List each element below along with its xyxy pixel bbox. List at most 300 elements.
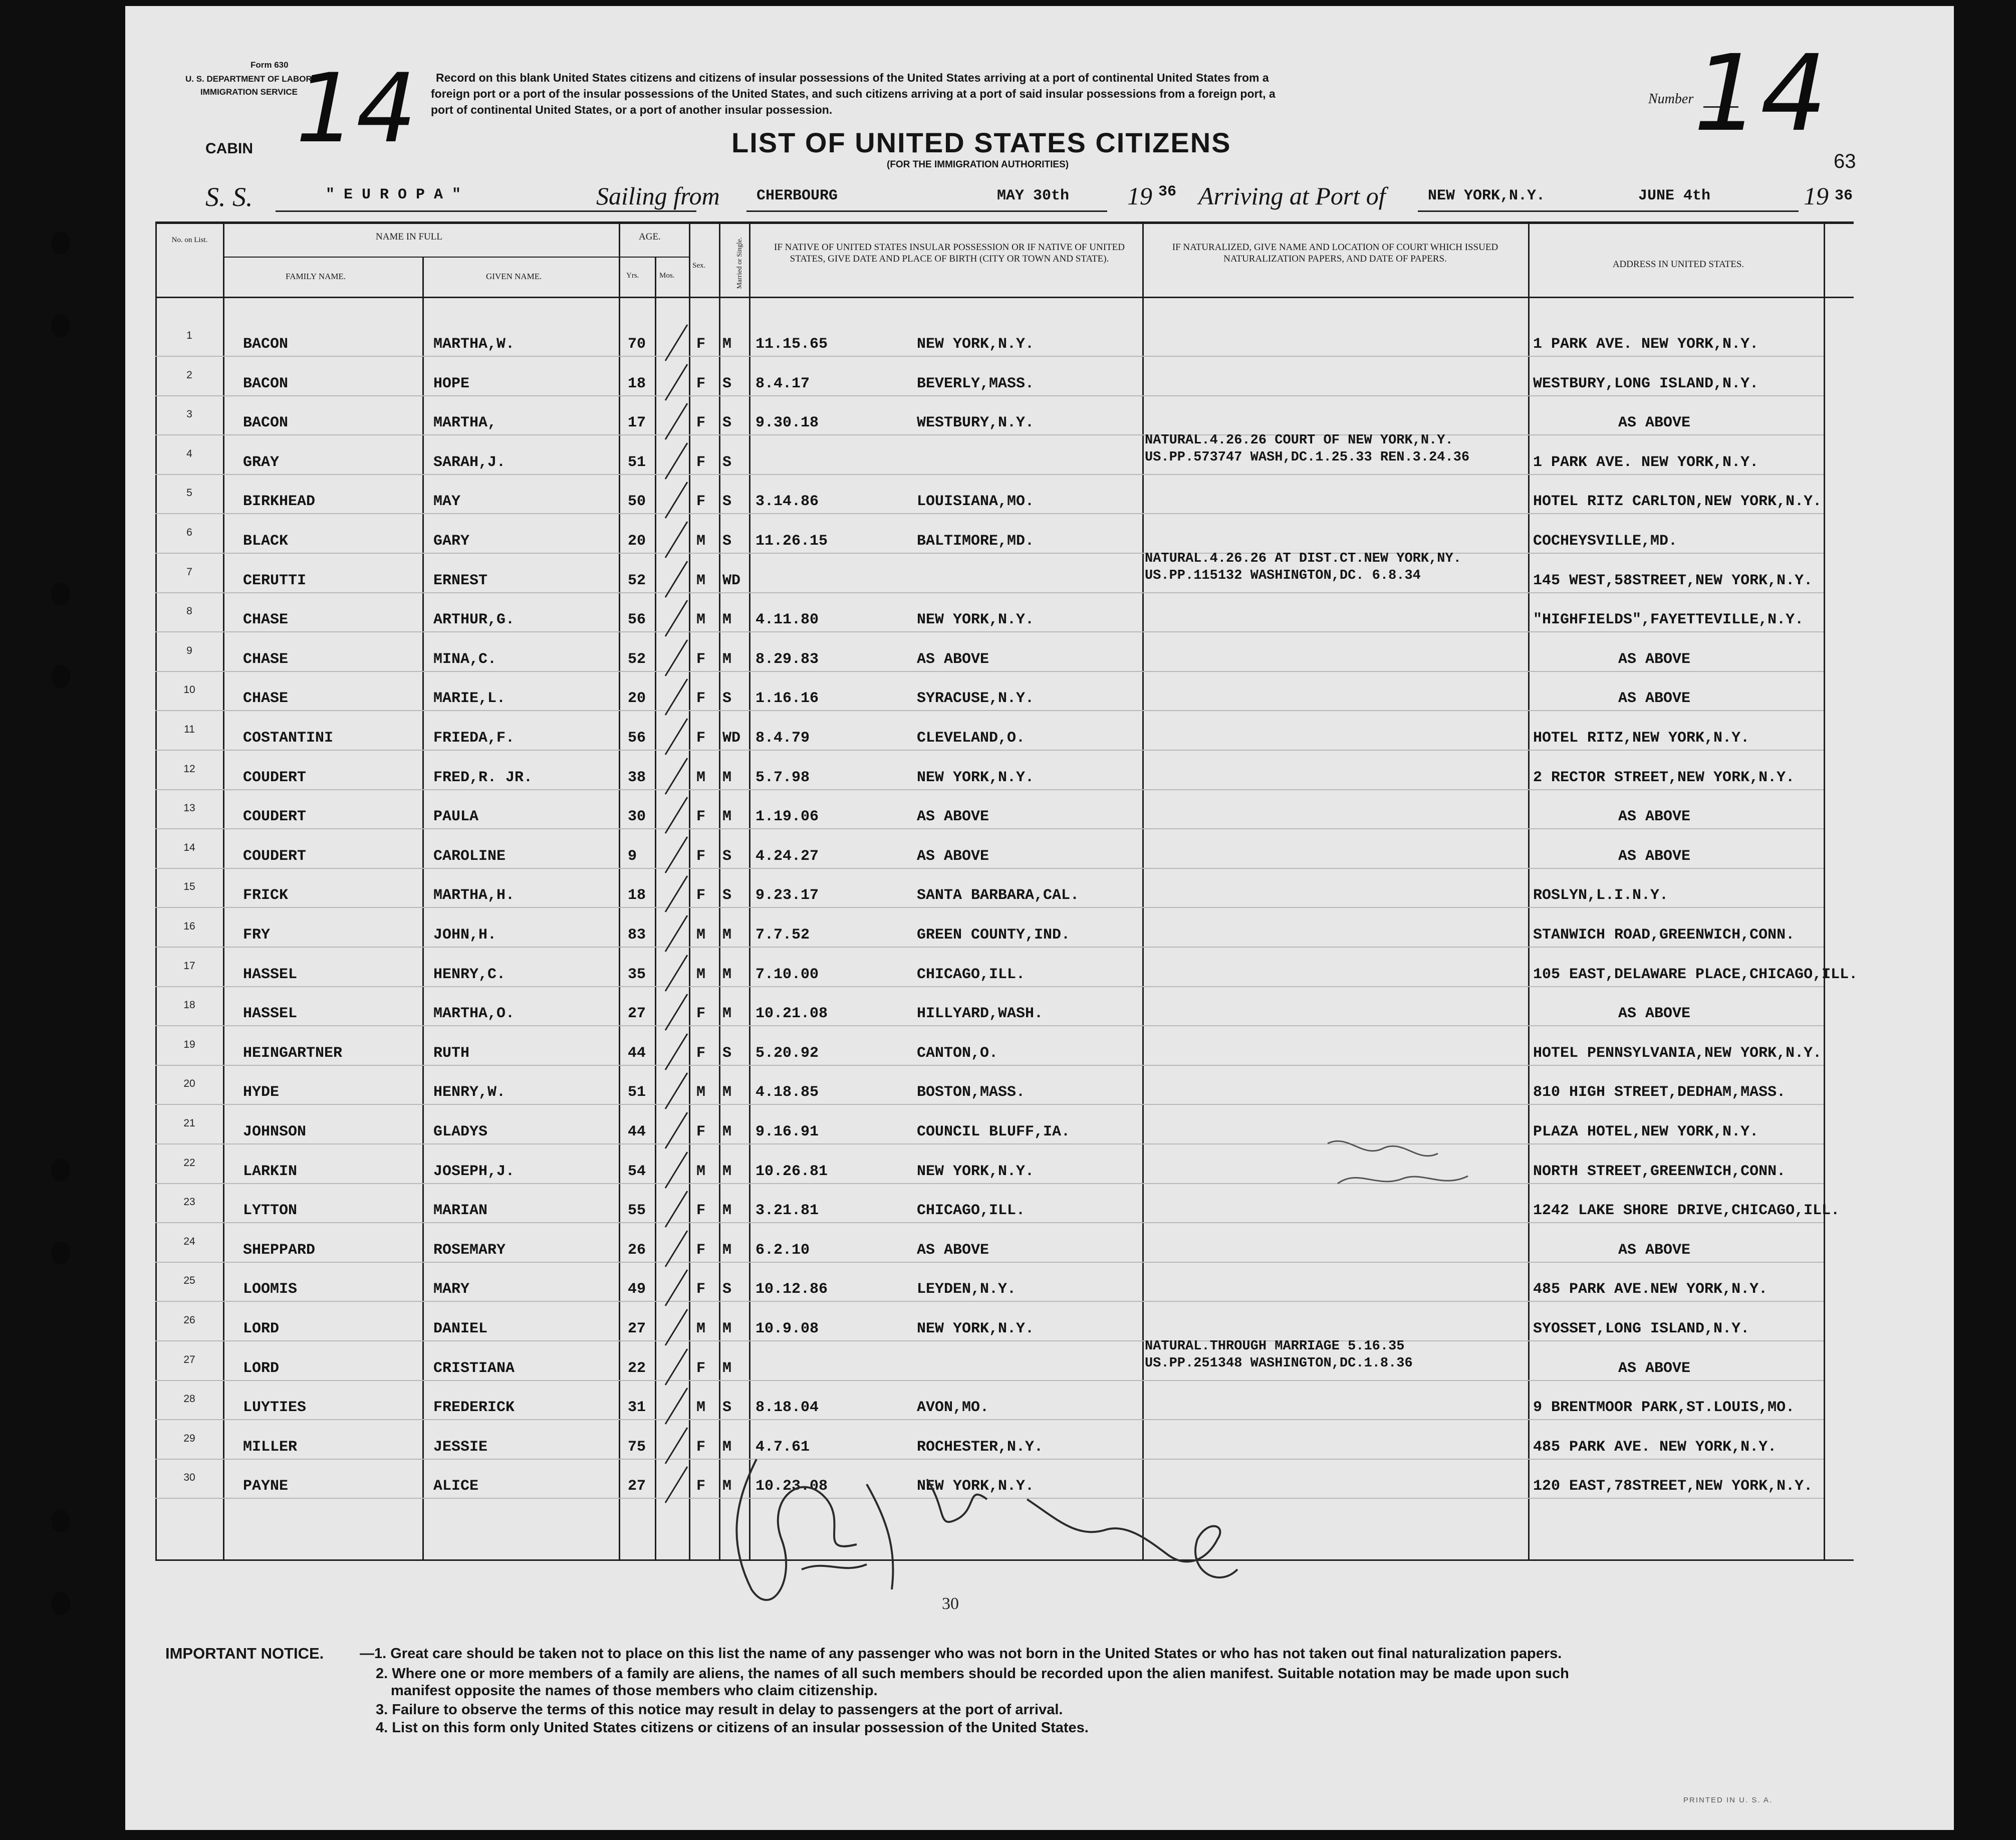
age-cell: 70	[628, 336, 646, 353]
naturalization-papers-cell: US.PP.251348 WASHINGTON,DC.1.8.36	[1145, 1355, 1413, 1371]
check-mark	[661, 990, 691, 1035]
address-cell: HOTEL PENNSYLVANIA,NEW YORK,N.Y.	[1533, 1044, 1822, 1062]
age-cell: 35	[628, 966, 646, 983]
row-rule	[155, 710, 1824, 711]
to-port-underline	[1418, 210, 1799, 212]
address-cell: AS ABOVE	[1618, 1241, 1691, 1259]
sex-cell: F	[696, 1005, 706, 1023]
row-number: 20	[183, 1078, 195, 1090]
sex-cell: M	[696, 769, 706, 786]
given-name-cell: MARIAN	[433, 1202, 488, 1220]
punch-hole	[51, 1509, 70, 1532]
to-year-prefix: 19	[1804, 182, 1829, 210]
given-name-cell: DANIEL	[433, 1320, 488, 1337]
address-cell: 145 WEST,58STREET,NEW YORK,N.Y.	[1533, 572, 1813, 589]
notice-item-1: —1. Great care should be taken not to place on this list the name of any passenger who was not born in the United States or who has not taken out final naturalization papers.	[360, 1646, 1562, 1662]
address-cell: WESTBURY,LONG ISLAND,N.Y.	[1533, 375, 1759, 392]
birth-date-cell: 11.26.15	[755, 533, 828, 550]
birth-place-cell: NEW YORK,N.Y.	[917, 1478, 1035, 1495]
number-handwritten: 14	[1693, 32, 1828, 155]
birth-date-cell: 8.18.04	[755, 1399, 819, 1417]
row-rule	[155, 356, 1824, 357]
family-name-cell: HASSEL	[243, 966, 298, 983]
given-name-cell: GLADYS	[433, 1123, 488, 1140]
header-address: ADDRESS IN UNITED STATES.	[1612, 259, 1744, 270]
sex-cell: M	[696, 572, 706, 589]
sex-cell: F	[696, 690, 706, 708]
birth-date-cell: 10.9.08	[755, 1320, 819, 1337]
age-cell: 27	[628, 1320, 646, 1337]
col-line	[223, 221, 224, 1559]
given-name-cell: RUTH	[433, 1044, 470, 1062]
check-mark	[661, 1305, 691, 1350]
inspector-signature	[676, 1439, 1328, 1630]
marital-status-cell: S	[722, 887, 732, 904]
row-rule	[155, 631, 1824, 632]
from-year: 36	[1158, 183, 1177, 200]
row-rule	[155, 434, 1824, 435]
row-number: 6	[186, 527, 192, 538]
age-cell: 18	[628, 375, 646, 392]
notice-heading: IMPORTANT NOTICE.	[165, 1645, 324, 1662]
birth-place-cell: BALTIMORE,MD.	[917, 533, 1035, 550]
address-cell: 485 PARK AVE.NEW YORK,N.Y.	[1533, 1281, 1768, 1298]
to-port: NEW YORK,N.Y.	[1428, 187, 1546, 204]
punch-hole	[51, 665, 70, 688]
address-cell: 105 EAST,DELAWARE PLACE,CHICAGO,ILL.	[1533, 966, 1858, 983]
check-mark	[661, 1266, 691, 1311]
marital-status-cell: M	[722, 1478, 732, 1495]
row-number: 28	[183, 1393, 195, 1405]
marital-status-cell: M	[722, 1438, 732, 1456]
age-cell: 20	[628, 533, 646, 550]
family-name-cell: FRY	[243, 927, 271, 944]
row-number: 22	[183, 1157, 195, 1169]
header-given-name: GIVEN NAME.	[486, 272, 542, 281]
birth-place-cell: AS ABOVE	[917, 847, 989, 865]
row-rule	[155, 1380, 1824, 1381]
given-name-cell: JOHN,H.	[433, 927, 497, 944]
table-header-bottom	[155, 297, 1854, 298]
check-mark	[661, 1148, 691, 1193]
address-cell: AS ABOVE	[1618, 690, 1691, 708]
age-cell: 38	[628, 769, 646, 786]
cabin-label: CABIN	[205, 140, 253, 157]
col-line	[1142, 221, 1144, 1559]
marital-status-cell: M	[722, 1320, 732, 1337]
age-cell: 26	[628, 1241, 646, 1259]
address-cell: HOTEL RITZ,NEW YORK,N.Y.	[1533, 730, 1750, 747]
birth-date-cell: 9.23.17	[755, 887, 819, 904]
row-rule	[155, 1183, 1824, 1184]
sex-cell: M	[696, 966, 706, 983]
given-name-cell: SARAH,J.	[433, 453, 506, 471]
row-rule	[155, 828, 1824, 829]
row-number: 11	[184, 724, 195, 735]
check-mark	[661, 1069, 691, 1114]
check-mark	[661, 675, 691, 720]
address-cell: 810 HIGH STREET,DEDHAM,MASS.	[1533, 1084, 1786, 1101]
birth-date-cell: 5.20.92	[755, 1044, 819, 1062]
birth-date-cell: 11.15.65	[755, 336, 828, 353]
marital-status-cell: M	[722, 611, 732, 629]
header-birth: IF NATIVE OF UNITED STATES INSULAR POSSESSION OR IF NATIVE OF UNITED STATES, GIVE DATE AND PLACE OF BIRTH (CITY OR TOWN AND STATE).	[774, 242, 1125, 264]
col-line	[1528, 221, 1530, 1559]
sex-cell: F	[696, 847, 706, 865]
given-name-cell: MARTHA,W.	[433, 336, 515, 353]
sex-cell: F	[696, 493, 706, 511]
given-name-cell: PAULA	[433, 808, 479, 826]
age-cell: 27	[628, 1478, 646, 1495]
check-mark	[661, 478, 691, 523]
given-name-cell: MARTHA,H.	[433, 887, 515, 904]
row-number: 14	[183, 841, 195, 853]
family-name-cell: LUYTIES	[243, 1399, 307, 1417]
family-name-cell: BIRKHEAD	[243, 493, 316, 511]
header-age: AGE.	[639, 232, 661, 242]
age-cell: 54	[628, 1163, 646, 1180]
address-cell: AS ABOVE	[1618, 650, 1691, 668]
address-cell: SYOSSET,LONG ISLAND,N.Y.	[1533, 1320, 1750, 1337]
table-top-border	[155, 221, 1854, 224]
sex-cell: F	[696, 1438, 706, 1456]
address-cell: AS ABOVE	[1618, 1005, 1691, 1023]
check-mark	[661, 557, 691, 602]
family-name-cell: LYTTON	[243, 1202, 298, 1220]
header-no-on-list: No. on List.	[171, 236, 208, 244]
family-name-cell: BLACK	[243, 533, 289, 550]
birth-place-cell: LOUISIANA,MO.	[917, 493, 1035, 511]
row-number: 12	[183, 763, 195, 775]
birth-place-cell: AVON,MO.	[917, 1399, 989, 1417]
family-name-cell: CHASE	[243, 650, 289, 668]
ship-underline	[276, 210, 696, 212]
family-name-cell: HYDE	[243, 1084, 280, 1101]
family-name-cell: COSTANTINI	[243, 730, 334, 747]
marital-status-cell: WD	[722, 572, 741, 589]
row-number: 16	[183, 921, 195, 932]
family-name-cell: CHASE	[243, 611, 289, 629]
sex-cell: M	[696, 927, 706, 944]
address-cell: COCHEYSVILLE,MD.	[1533, 533, 1678, 550]
family-name-cell: LORD	[243, 1359, 280, 1377]
given-name-cell: FRIEDA,F.	[433, 730, 515, 747]
age-cell: 20	[628, 690, 646, 708]
birth-place-cell: NEW YORK,N.Y.	[917, 1320, 1035, 1337]
sex-cell: F	[696, 414, 706, 432]
marital-status-cell: M	[722, 808, 732, 826]
number-label: Number	[1648, 91, 1694, 107]
row-number: 1	[186, 330, 192, 341]
family-name-cell: LORD	[243, 1320, 280, 1337]
row-number: 7	[186, 566, 192, 578]
marital-status-cell: WD	[722, 730, 741, 747]
birth-date-cell: 4.18.85	[755, 1084, 819, 1101]
given-name-cell: FRED,R. JR.	[433, 769, 533, 786]
page-title: LIST OF UNITED STATES CITIZENS	[731, 127, 1231, 158]
sex-cell: F	[696, 1359, 706, 1377]
row-rule	[155, 907, 1824, 908]
given-name-cell: JESSIE	[433, 1438, 488, 1456]
given-name-cell: FREDERICK	[433, 1399, 515, 1417]
col-line	[155, 221, 157, 1559]
address-cell: AS ABOVE	[1618, 1359, 1691, 1377]
from-port: CHERBOURG	[757, 187, 838, 204]
family-name-cell: BACON	[243, 414, 289, 432]
address-cell: PLAZA HOTEL,NEW YORK,N.Y.	[1533, 1123, 1759, 1140]
header-family-name: FAMILY NAME.	[286, 272, 346, 281]
birth-date-cell: 1.16.16	[755, 690, 819, 708]
row-number: 17	[183, 960, 195, 972]
given-name-cell: MARY	[433, 1281, 470, 1298]
family-name-cell: PAYNE	[243, 1478, 289, 1495]
birth-place-cell: BOSTON,MASS.	[917, 1084, 1026, 1101]
birth-date-cell: 10.23.08	[755, 1478, 828, 1495]
family-name-cell: LARKIN	[243, 1163, 298, 1180]
from-port-underline	[746, 210, 1107, 212]
subheader-line	[619, 257, 689, 258]
address-cell: 2 RECTOR STREET,NEW YORK,N.Y.	[1533, 769, 1795, 786]
notice-item-2b: manifest opposite the names of those members who claim citizenship.	[391, 1683, 878, 1699]
row-rule	[155, 553, 1824, 554]
naturalization-cell: NATURAL.4.26.26 COURT OF NEW YORK,N.Y.	[1145, 432, 1453, 448]
marital-status-cell: M	[722, 1123, 732, 1140]
naturalization-cell: NATURAL.4.26.26 AT DIST.CT.NEW YORK,NY.	[1145, 551, 1461, 566]
row-rule	[155, 1262, 1824, 1263]
check-mark	[661, 1187, 691, 1232]
sex-cell: F	[696, 1044, 706, 1062]
birth-date-cell: 3.14.86	[755, 493, 819, 511]
cabin-handwritten-number: 14	[296, 53, 417, 164]
row-number: 29	[183, 1432, 195, 1444]
check-mark	[661, 1384, 691, 1429]
row-number: 18	[183, 999, 195, 1011]
birth-place-cell: NEW YORK,N.Y.	[917, 1163, 1035, 1180]
check-mark	[661, 596, 691, 641]
address-cell: 1 PARK AVE. NEW YORK,N.Y.	[1533, 453, 1759, 471]
given-name-cell: MAY	[433, 493, 461, 511]
birth-place-cell: AS ABOVE	[917, 1241, 989, 1259]
family-name-cell: SHEPPARD	[243, 1241, 316, 1259]
address-cell: STANWICH ROAD,GREENWICH,CONN.	[1533, 927, 1795, 944]
sailing-label: Sailing from	[596, 182, 720, 210]
family-name-cell: GRAY	[243, 453, 280, 471]
family-name-cell: LOOMIS	[243, 1281, 298, 1298]
row-rule	[155, 1301, 1824, 1302]
birth-date-cell: 10.12.86	[755, 1281, 828, 1298]
check-mark	[661, 1030, 691, 1075]
check-mark	[661, 872, 691, 917]
check-mark	[661, 715, 691, 760]
address-cell: AS ABOVE	[1618, 414, 1691, 432]
given-name-cell: MARTHA,	[433, 414, 497, 432]
check-mark	[661, 399, 691, 444]
check-mark	[661, 833, 691, 878]
sex-cell: F	[696, 336, 706, 353]
given-name-cell: CRISTIANA	[433, 1359, 515, 1377]
address-cell: "HIGHFIELDS",FAYETTEVILLE,N.Y.	[1533, 611, 1804, 629]
manifest-sheet	[125, 6, 1954, 1830]
row-number: 30	[183, 1472, 195, 1484]
birth-place-cell: AS ABOVE	[917, 808, 989, 826]
sex-cell: F	[696, 887, 706, 904]
age-cell: 44	[628, 1044, 646, 1062]
given-name-cell: ALICE	[433, 1478, 479, 1495]
age-cell: 56	[628, 730, 646, 747]
arriving-label: Arriving at Port of	[1198, 182, 1386, 210]
age-cell: 55	[628, 1202, 646, 1220]
check-mark	[661, 518, 691, 563]
age-cell: 30	[628, 808, 646, 826]
row-rule	[155, 1143, 1824, 1144]
birth-place-cell: CANTON,O.	[917, 1044, 998, 1062]
check-mark	[661, 1345, 691, 1390]
birth-date-cell: 9.16.91	[755, 1123, 819, 1140]
birth-place-cell: SANTA BARBARA,CAL.	[917, 887, 1080, 904]
birth-place-cell: NEW YORK,N.Y.	[917, 336, 1035, 353]
header-yrs: Yrs.	[626, 272, 639, 280]
header-naturalized: IF NATURALIZED, GIVE NAME AND LOCATION OF COURT WHICH ISSUED NATURALIZATION PAPERS, AND DATE OF PAPERS.	[1172, 242, 1498, 264]
age-cell: 22	[628, 1359, 646, 1377]
age-cell: 17	[628, 414, 646, 432]
check-mark	[661, 1227, 691, 1272]
sex-cell: F	[696, 1202, 706, 1220]
row-rule	[155, 789, 1824, 790]
sex-cell: M	[696, 533, 706, 550]
notice-item-2a: 2. Where one or more members of a family are aliens, the names of all such members should be recorded upon the alien manifest. Suitable notation may be made upon such	[376, 1666, 1569, 1682]
address-cell: AS ABOVE	[1618, 808, 1691, 826]
marital-status-cell: M	[722, 927, 732, 944]
check-mark	[661, 439, 691, 484]
naturalization-cell: NATURAL.THROUGH MARRIAGE 5.16.35	[1145, 1338, 1405, 1354]
naturalization-papers-cell: US.PP.115132 WASHINGTON,DC. 6.8.34	[1145, 568, 1421, 583]
birth-date-cell: 10.26.81	[755, 1163, 828, 1180]
check-mark	[661, 360, 691, 405]
row-number: 15	[183, 881, 195, 893]
family-name-cell: CHASE	[243, 690, 289, 708]
marital-status-cell: S	[722, 1399, 732, 1417]
birth-date-cell: 4.24.27	[755, 847, 819, 865]
birth-date-cell: 7.7.52	[755, 927, 810, 944]
to-date: JUNE 4th	[1638, 187, 1711, 204]
check-mark	[661, 636, 691, 681]
family-name-cell: COUDERT	[243, 808, 307, 826]
check-mark	[661, 911, 691, 957]
address-cell: 120 EAST,78STREET,NEW YORK,N.Y.	[1533, 1478, 1813, 1495]
row-rule	[155, 671, 1824, 672]
header-sex: Sex.	[692, 262, 706, 270]
age-cell: 44	[628, 1123, 646, 1140]
birth-date-cell: 6.2.10	[755, 1241, 810, 1259]
header-name-in-full: NAME IN FULL	[376, 232, 442, 242]
age-cell: 50	[628, 493, 646, 511]
punch-hole	[51, 1592, 70, 1615]
marital-status-cell: M	[722, 650, 732, 668]
age-cell: 52	[628, 572, 646, 589]
age-cell: 9	[628, 847, 637, 865]
row-rule	[155, 750, 1824, 751]
printed-in-usa: PRINTED IN U. S. A.	[1683, 1796, 1773, 1804]
birth-place-cell: LEYDEN,N.Y.	[917, 1281, 1017, 1298]
row-rule	[155, 1340, 1824, 1341]
age-cell: 52	[628, 650, 646, 668]
birth-date-cell: 9.30.18	[755, 414, 819, 432]
row-rule	[155, 395, 1824, 396]
sex-cell: F	[696, 650, 706, 668]
given-name-cell: GARY	[433, 533, 470, 550]
check-mark	[661, 321, 691, 366]
age-cell: 51	[628, 453, 646, 471]
family-name-cell: BACON	[243, 375, 289, 392]
row-number: 27	[183, 1353, 195, 1365]
marital-status-cell: S	[722, 690, 732, 708]
row-rule	[155, 947, 1824, 948]
punch-hole	[51, 582, 70, 605]
family-name-cell: HASSEL	[243, 1005, 298, 1023]
given-name-cell: ARTHUR,G.	[433, 611, 515, 629]
sex-cell: M	[696, 1399, 706, 1417]
header-mos: Mos.	[659, 272, 675, 280]
row-rule	[155, 474, 1824, 475]
birth-date-cell: 7.10.00	[755, 966, 819, 983]
given-name-cell: HOPE	[433, 375, 470, 392]
family-name-cell: COUDERT	[243, 847, 307, 865]
correction-scrawl	[1318, 1128, 1528, 1199]
birth-date-cell: 8.29.83	[755, 650, 819, 668]
birth-place-cell: CHICAGO,ILL.	[917, 966, 1026, 983]
col-line	[1824, 221, 1825, 1559]
birth-place-cell: COUNCIL BLUFF,IA.	[917, 1123, 1071, 1140]
address-cell: AS ABOVE	[1618, 847, 1691, 865]
birth-place-cell: HILLYARD,WASH.	[917, 1005, 1044, 1023]
sex-cell: F	[696, 375, 706, 392]
age-cell: 51	[628, 1084, 646, 1101]
notice-item-3: 3. Failure to observe the terms of this notice may result in delay to passengers at the port of arrival.	[376, 1702, 1063, 1718]
from-date: MAY 30th	[997, 187, 1070, 204]
marital-status-cell: M	[722, 1202, 732, 1220]
birth-date-cell: 4.11.80	[755, 611, 819, 629]
marital-status-cell: M	[722, 1005, 732, 1023]
row-number: 19	[183, 1038, 195, 1050]
birth-date-cell: 8.4.17	[755, 375, 810, 392]
punch-hole	[51, 232, 70, 255]
row-rule	[155, 592, 1824, 593]
sex-cell: M	[696, 1084, 706, 1101]
address-cell: 485 PARK AVE. NEW YORK,N.Y.	[1533, 1438, 1777, 1456]
row-number: 3	[186, 408, 192, 420]
row-number: 23	[183, 1196, 195, 1208]
instruction-line-3: port of continental United States, or a port of another insular possession.	[431, 103, 833, 116]
form-service: IMMIGRATION SERVICE	[200, 87, 298, 97]
row-rule	[155, 1025, 1824, 1026]
age-cell: 18	[628, 887, 646, 904]
form-number: Form 630	[250, 60, 289, 70]
age-cell: 75	[628, 1438, 646, 1456]
marital-status-cell: S	[722, 493, 732, 511]
given-name-cell: JOSEPH,J.	[433, 1163, 515, 1180]
row-number: 9	[186, 644, 192, 656]
marital-status-cell: S	[722, 847, 732, 865]
marital-status-cell: M	[722, 1241, 732, 1259]
ship-name: " E U R O P A "	[326, 186, 461, 203]
birth-date-cell: 10.21.08	[755, 1005, 828, 1023]
address-cell: HOTEL RITZ CARLTON,NEW YORK,N.Y.	[1533, 493, 1822, 511]
row-number: 10	[183, 684, 195, 696]
address-cell: 1 PARK AVE. NEW YORK,N.Y.	[1533, 336, 1759, 353]
row-number: 21	[183, 1117, 195, 1129]
age-cell: 49	[628, 1281, 646, 1298]
address-cell: 1242 LAKE SHORE DRIVE,CHICAGO,ILL.	[1533, 1202, 1840, 1220]
